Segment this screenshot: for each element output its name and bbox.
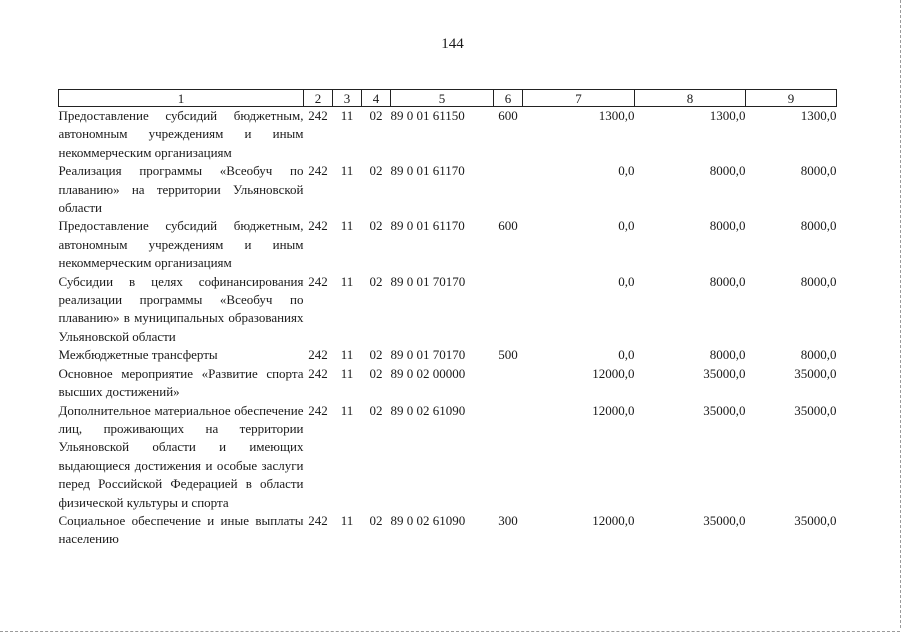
cell-c7: 0,0 xyxy=(618,163,635,179)
cell-c7: 0,0 xyxy=(618,347,635,363)
cell-c9: 8000,0 xyxy=(800,218,837,234)
cell-c8: 35000,0 xyxy=(703,512,746,528)
cell-c6: 600 xyxy=(498,108,518,123)
cell-c2: 242 xyxy=(308,402,328,418)
cell-c5: 89 0 02 61090 xyxy=(390,512,466,528)
cell-c6 xyxy=(494,162,523,217)
table-row xyxy=(59,273,837,347)
table-row xyxy=(59,402,837,512)
table-row xyxy=(59,162,837,217)
scan-edge-right xyxy=(899,0,901,628)
cell-c2: 242 xyxy=(308,108,328,123)
cell-c5: 89 0 01 61170 xyxy=(390,163,465,179)
cell-c5: 89 0 02 61090 xyxy=(390,402,466,418)
cell-c3: 11 xyxy=(340,347,354,363)
cell-c6 xyxy=(494,273,523,347)
cell-c2: 242 xyxy=(308,218,328,234)
column-header: 2 xyxy=(304,90,333,107)
cell-c6 xyxy=(494,402,523,512)
table-row xyxy=(59,512,837,549)
cell-c5: 89 0 01 70170 xyxy=(390,347,466,363)
row-description: Социальное обеспечение и иные выплаты населению xyxy=(58,512,304,547)
cell-c3: 11 xyxy=(340,273,354,289)
cell-c4: 02 xyxy=(369,365,383,381)
cell-c8: 35000,0 xyxy=(703,402,746,418)
cell-c7: 1300,0 xyxy=(598,108,635,123)
row-description: Основное мероприятие «Развитие спорта высших достижений» xyxy=(58,365,304,400)
row-description: Реализация программы «Всеобуч по плаванию» на территории Ульяновской области xyxy=(58,163,304,216)
cell-c9: 8000,0 xyxy=(800,163,837,179)
column-header: 6 xyxy=(494,90,523,107)
cell-c5: 89 0 01 61150 xyxy=(390,108,465,123)
cell-c4: 02 xyxy=(369,108,383,123)
cell-c7: 12000,0 xyxy=(592,402,635,418)
cell-c6 xyxy=(494,365,523,402)
cell-c8: 8000,0 xyxy=(709,273,746,289)
row-description: Межбюджетные трансферты xyxy=(58,347,218,363)
cell-c2: 242 xyxy=(308,365,328,381)
cell-c6: 300 xyxy=(498,512,518,528)
cell-c9: 35000,0 xyxy=(794,402,837,418)
column-header: 7 xyxy=(523,90,635,107)
cell-c9: 35000,0 xyxy=(794,365,837,381)
table-row xyxy=(59,346,837,364)
cell-c3: 11 xyxy=(340,365,354,381)
cell-c7: 12000,0 xyxy=(592,512,635,528)
cell-c3: 11 xyxy=(340,402,354,418)
cell-c3: 11 xyxy=(340,163,354,179)
column-header: 4 xyxy=(362,90,391,107)
cell-c2: 242 xyxy=(308,273,328,289)
cell-c7: 0,0 xyxy=(618,218,635,234)
cell-c8: 8000,0 xyxy=(709,218,746,234)
cell-c4: 02 xyxy=(369,273,383,289)
cell-c7: 12000,0 xyxy=(592,365,635,381)
column-header: 8 xyxy=(635,90,746,107)
cell-c2: 242 xyxy=(308,347,328,363)
cell-c6: 500 xyxy=(498,347,518,363)
row-description: Субсидии в целях софинансирования реализации программы «Всеобуч по плаванию» в муниципальных образованиях Ульяновской области xyxy=(58,273,304,344)
row-description: Предоставление субсидий бюджетным, автономным учреждениям и иным некоммерческим организациям xyxy=(58,218,304,271)
budget-table xyxy=(58,89,837,549)
cell-c8: 35000,0 xyxy=(703,365,746,381)
cell-c4: 02 xyxy=(369,512,383,528)
column-header: 3 xyxy=(333,90,362,107)
page-number: 144 xyxy=(441,36,464,52)
cell-c4: 02 xyxy=(369,347,383,363)
cell-c5: 89 0 01 70170 xyxy=(390,273,466,289)
cell-c9: 1300,0 xyxy=(800,108,837,123)
cell-c9: 8000,0 xyxy=(800,347,837,363)
cell-c9: 8000,0 xyxy=(800,273,837,289)
table-row xyxy=(59,365,837,402)
cell-c2: 242 xyxy=(308,163,328,179)
cell-c2: 242 xyxy=(308,512,328,528)
cell-c4: 02 xyxy=(369,402,383,418)
cell-c5: 89 0 02 00000 xyxy=(390,365,466,381)
cell-c4: 02 xyxy=(369,163,383,179)
cell-c8: 8000,0 xyxy=(709,163,746,179)
column-header: 9 xyxy=(746,90,837,107)
cell-c3: 11 xyxy=(340,218,354,234)
table-header-row xyxy=(59,90,837,107)
cell-c3: 11 xyxy=(340,108,354,123)
row-description: Дополнительное материальное обеспечение лиц, проживающих на территории Ульяновской области и имеющих выдающиеся достижения и особые заслуги перед Российской Федерацией в области физической культуры и спорта xyxy=(58,402,304,510)
cell-c3: 11 xyxy=(340,512,354,528)
column-header: 5 xyxy=(391,90,494,107)
cell-c9: 35000,0 xyxy=(794,512,837,528)
row-description: Предоставление субсидий бюджетным, автономным учреждениям и иным некоммерческим организациям xyxy=(58,108,304,160)
cell-c8: 8000,0 xyxy=(709,347,746,363)
cell-c8: 1300,0 xyxy=(709,108,746,123)
cell-c5: 89 0 01 61170 xyxy=(390,218,465,234)
cell-c7: 0,0 xyxy=(618,273,635,289)
cell-c6: 600 xyxy=(498,218,518,234)
table-row xyxy=(59,107,837,163)
table-row xyxy=(59,217,837,272)
scan-edge-bottom xyxy=(0,630,900,632)
column-header: 1 xyxy=(59,90,304,107)
cell-c4: 02 xyxy=(369,218,383,234)
